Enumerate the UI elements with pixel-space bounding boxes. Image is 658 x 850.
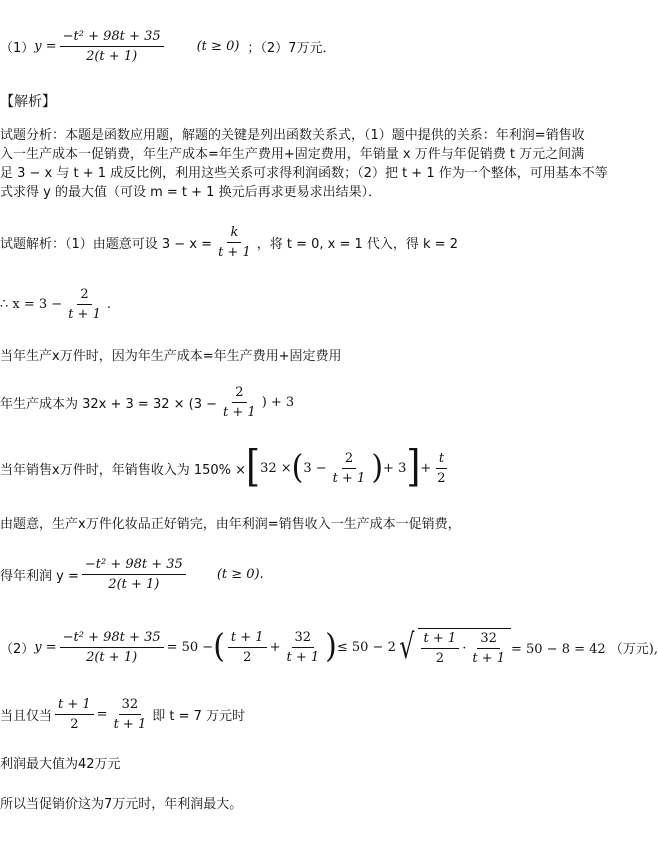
revenue-text: 当年销售x万件时，年销售收入为 150% × <box>0 462 247 478</box>
equality-tail: 即 t = 7 万元时 <box>152 708 246 724</box>
equality-b-numerator: 32 <box>119 697 142 715</box>
left-paren: ( <box>291 448 304 487</box>
x-fraction <box>65 287 104 322</box>
part2-plus: + <box>269 639 281 655</box>
k-denominator: t + 1 <box>218 244 251 260</box>
solution-conclusion: 所以当促销价这为7万元时，年利润最大。 <box>0 796 243 812</box>
solution-step-5 <box>0 442 630 492</box>
solution-step-6: 由题意，生产x万件化妆品正好销完，由年利润=销售收入一生产成本一促销费， <box>0 516 461 532</box>
t-half-fraction <box>434 451 448 486</box>
part2-y-equals: y = <box>34 639 57 655</box>
revenue-numerator: 2 <box>342 451 356 469</box>
sqrt-a-fraction <box>421 631 460 666</box>
part2-a-numerator: t + 1 <box>228 630 267 648</box>
part2-result: = 50 − 8 = 42 （万元), <box>510 641 658 657</box>
profit-fraction <box>60 29 164 64</box>
revenue-inner-3: + 3 <box>383 460 407 476</box>
solution-step-10: 利润最大值为42万元 <box>0 756 121 772</box>
revenue-inner-1: 32 × <box>260 460 292 476</box>
analysis-heading: 【解析】 <box>0 94 56 110</box>
part2-fraction <box>60 630 164 665</box>
solution-step-3: 当年生产x万件时，因为年生产成本=年生产费用+固定费用 <box>0 348 342 364</box>
revenue-plus: + <box>420 460 432 476</box>
sqrt-b-fraction <box>469 631 508 666</box>
profit-condition: (t ≥ 0) <box>216 566 260 582</box>
sqrt-expression <box>396 628 511 666</box>
sqrt-b-numerator: 32 <box>477 631 500 649</box>
profit-fraction-2 <box>82 557 186 592</box>
analysis-line-1: 试题分析：本题是函数应用题，解题的关键是列出函数关系式，（1）题中提供的关系：年利润=销售收 <box>0 128 585 143</box>
profit-period: . <box>259 566 264 582</box>
k-numerator: k <box>227 225 241 243</box>
equality-text: 当且仅当 <box>0 708 53 724</box>
sqrt-a-numerator: t + 1 <box>421 631 460 649</box>
right-bracket: ] <box>406 442 421 492</box>
equality-sign: = <box>96 706 108 722</box>
equality-a-numerator: t + 1 <box>55 697 94 715</box>
part1-label: （1） <box>0 40 35 56</box>
part2-le: ≤ 50 − 2 <box>336 639 396 655</box>
part2-b-numerator: 32 <box>292 630 315 648</box>
part2-left-paren: ( <box>213 627 225 666</box>
analysis-paragraph <box>0 126 624 202</box>
radicand <box>418 628 511 666</box>
profit-denominator: 2(t + 1) <box>108 576 160 592</box>
cost-text: 年生产成本为 32x + 3 = 32 × (3 − <box>0 396 218 412</box>
part2-b-denominator: t + 1 <box>286 649 320 665</box>
profit-numerator: −t² + 98t + 35 <box>82 557 186 575</box>
left-bracket: [ <box>246 442 261 492</box>
equality-b-fraction <box>111 697 150 732</box>
revenue-denominator: t + 1 <box>332 470 366 486</box>
cost-tail: ) + 3 <box>261 394 295 410</box>
part2-a-fraction <box>228 630 267 665</box>
x-numerator: 2 <box>77 287 91 305</box>
analysis-line-2: 入一生产成本一促销费，年生产成本=年生产费用+固定费用，年销量 x 万件与年促销费 t 万元之间满 <box>0 147 585 162</box>
part2-eq50: = 50 − <box>166 639 214 655</box>
radical-sign: √ <box>399 627 415 667</box>
solution-step-9 <box>0 694 630 734</box>
answer-line <box>0 26 630 66</box>
solution-step-8 <box>0 622 658 672</box>
part2-b-fraction <box>283 630 322 665</box>
solution-step-4 <box>0 382 630 422</box>
revenue-fraction <box>330 451 369 486</box>
sqrt-dot: · <box>462 641 467 656</box>
fraction-denominator: 2(t + 1) <box>86 48 138 64</box>
part2-right-paren: ) <box>325 627 337 666</box>
equality-b-denominator: t + 1 <box>113 716 147 732</box>
therefore-x: ∴ x = 3 − <box>0 296 63 312</box>
y-equals: y = <box>34 38 57 54</box>
step1-substitution: ，将 t = 0, x = 1 代入，得 k = 2 <box>256 236 458 252</box>
equality-a-fraction <box>55 697 94 732</box>
cost-numerator: 2 <box>232 385 246 403</box>
right-paren: ) <box>371 448 384 487</box>
k-fraction <box>215 225 254 260</box>
equality-a-denominator: 2 <box>70 716 79 732</box>
sqrt-b-denominator: t + 1 <box>472 651 505 666</box>
x-denominator: t + 1 <box>68 306 101 322</box>
solution-step-7 <box>0 554 630 594</box>
solution-step-2 <box>0 284 630 324</box>
step2-period: . <box>106 296 111 312</box>
part2-numerator: −t² + 98t + 35 <box>60 630 164 648</box>
profit-text: 得年利润 y = <box>0 568 79 584</box>
part2-answer: ；（2）7万元． <box>247 40 336 56</box>
solution-step-1 <box>0 222 630 262</box>
revenue-inner-2: 3 − <box>303 460 327 476</box>
analysis-line-4: 式求得 y 的最大值（可设 m = t + 1 换元后再求更易求出结果）． <box>0 185 382 200</box>
part2-a-denominator: 2 <box>243 649 252 665</box>
domain-condition: (t ≥ 0) <box>196 38 240 54</box>
cost-fraction <box>220 385 259 420</box>
part2-denominator: 2(t + 1) <box>86 649 138 665</box>
analysis-line-3: 足 3 − x 与 t + 1 成反比例，利用这些关系可求得利润函数；（2）把 t + 1 作为一个整体，可用基本不等 <box>0 166 608 181</box>
part2-label: （2） <box>0 641 35 657</box>
step1-text: 试题解析：（1）由题意可设 3 − x = <box>0 236 213 252</box>
cost-denominator: t + 1 <box>223 404 256 420</box>
fraction-numerator: −t² + 98t + 35 <box>60 29 164 47</box>
t-numerator: t <box>436 451 447 469</box>
sqrt-a-denominator: 2 <box>435 651 444 666</box>
t-denominator: 2 <box>437 470 446 486</box>
